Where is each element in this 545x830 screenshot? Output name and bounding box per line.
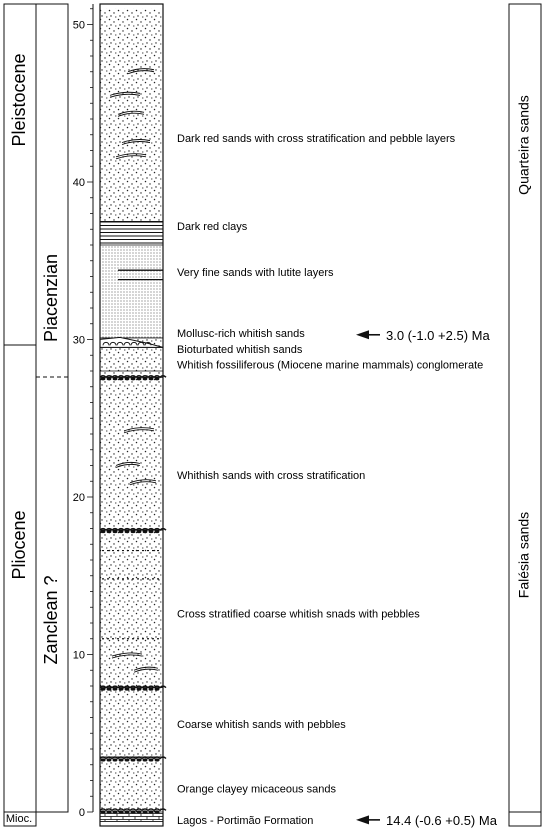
pebble <box>155 530 160 533</box>
pebble <box>107 758 112 761</box>
pebble <box>113 377 118 380</box>
pebble <box>137 687 142 690</box>
pebble <box>137 377 142 380</box>
pebble <box>101 530 106 533</box>
unit-label: Very fine sands with lutite layers <box>177 266 334 279</box>
pebble <box>107 687 112 690</box>
stratum-unit <box>100 221 163 245</box>
pebble <box>131 810 136 813</box>
pebble <box>143 810 148 813</box>
pebble <box>143 687 148 690</box>
pebble <box>107 530 112 533</box>
pebble <box>113 810 118 813</box>
pebble <box>155 810 160 813</box>
stratum-unit <box>100 245 163 338</box>
height-axis <box>73 4 93 819</box>
stratum-unit <box>100 530 163 688</box>
pebble <box>155 758 160 761</box>
pebble <box>119 687 124 690</box>
lithologic-column <box>100 9 163 822</box>
age-annotations <box>356 328 498 828</box>
pebble <box>137 530 142 533</box>
unit-label: Whithish sands with cross stratification <box>177 469 366 482</box>
pebble <box>101 810 106 813</box>
pebble <box>143 377 148 380</box>
pebble <box>125 377 130 380</box>
age-label: 14.4 (-0.6 +0.5) Ma <box>386 812 497 828</box>
unit-label: Coarse whitish sands with pebbles <box>177 718 346 731</box>
stratum-unit <box>100 9 163 222</box>
pebble <box>143 758 148 761</box>
unit-label: Dark red clays <box>177 221 248 234</box>
pebble <box>155 687 160 690</box>
pebble <box>107 810 112 813</box>
pebble <box>101 687 106 690</box>
pebble <box>131 530 136 533</box>
age-arrow-head <box>356 330 369 339</box>
unit-label: Cross stratified coarse whitish snads with pebbles <box>177 608 420 621</box>
pebble <box>119 758 124 761</box>
formation-column <box>509 4 541 826</box>
epoch-label-pleistocene: Pleistocene <box>8 53 29 147</box>
pebble <box>131 758 136 761</box>
stage-label-piacenzian: Piacenzian <box>40 253 61 343</box>
unit-label: Orange clayey micaceous sands <box>177 783 336 796</box>
pebble <box>119 810 124 813</box>
unit-label: Lagos - Portimão Formation <box>177 814 314 827</box>
stratum-unit <box>100 688 163 757</box>
stage-column-frame <box>36 4 68 812</box>
pebble <box>125 687 130 690</box>
pebble <box>149 758 154 761</box>
epoch-base-label-miocene: Mioc. <box>5 813 33 825</box>
pebble <box>119 530 124 533</box>
pebble <box>119 377 124 380</box>
chronostratigraphy-columns <box>4 4 68 826</box>
stratum-unit <box>100 377 163 530</box>
pebble <box>113 530 118 533</box>
pebble <box>149 810 154 813</box>
axis-tick-label: 10 <box>72 649 85 662</box>
unit-descriptions <box>177 133 483 827</box>
pebble <box>149 377 154 380</box>
axis-tick-label: 30 <box>72 334 85 347</box>
stratum-unit <box>100 347 163 371</box>
pebble <box>131 687 136 690</box>
stratum-unit <box>100 757 163 812</box>
formation-label-falesia: Falésia sands <box>515 511 532 599</box>
pebble <box>113 687 118 690</box>
unit-label: Whitish fossiliferous (Miocene marine mammals) conglomerate <box>177 359 484 372</box>
pebble <box>137 758 142 761</box>
unit-label: Bioturbated whitish sands <box>177 343 303 356</box>
epoch-label-pliocene: Pliocene <box>8 510 29 580</box>
axis-tick-label: 0 <box>78 807 85 819</box>
pebble <box>125 758 130 761</box>
pebble <box>143 530 148 533</box>
age-label: 3.0 (-1.0 +2.5) Ma <box>386 327 490 343</box>
axis-tick-label: 40 <box>72 177 85 189</box>
pebble <box>125 530 130 533</box>
pebble <box>101 758 106 761</box>
pebble <box>155 377 160 380</box>
stage-label-zanclean: Zanclean ? <box>40 575 61 665</box>
pebble <box>131 377 136 380</box>
pebble <box>137 810 142 813</box>
pebble <box>149 530 154 533</box>
pebble <box>149 687 154 690</box>
formation-label-quarteira: Quarteira sands <box>515 95 532 195</box>
pebble <box>125 810 130 813</box>
age-arrow-head <box>356 815 369 824</box>
pebble <box>101 377 106 380</box>
axis-tick-label: 50 <box>72 19 85 32</box>
unit-label: Dark red sands with cross stratification and pebble layers <box>177 132 456 145</box>
pebble <box>113 758 118 761</box>
axis-tick-label: 20 <box>72 492 85 504</box>
pebble <box>107 377 112 380</box>
unit-label: Mollusc-rich whitish sands <box>177 328 305 341</box>
